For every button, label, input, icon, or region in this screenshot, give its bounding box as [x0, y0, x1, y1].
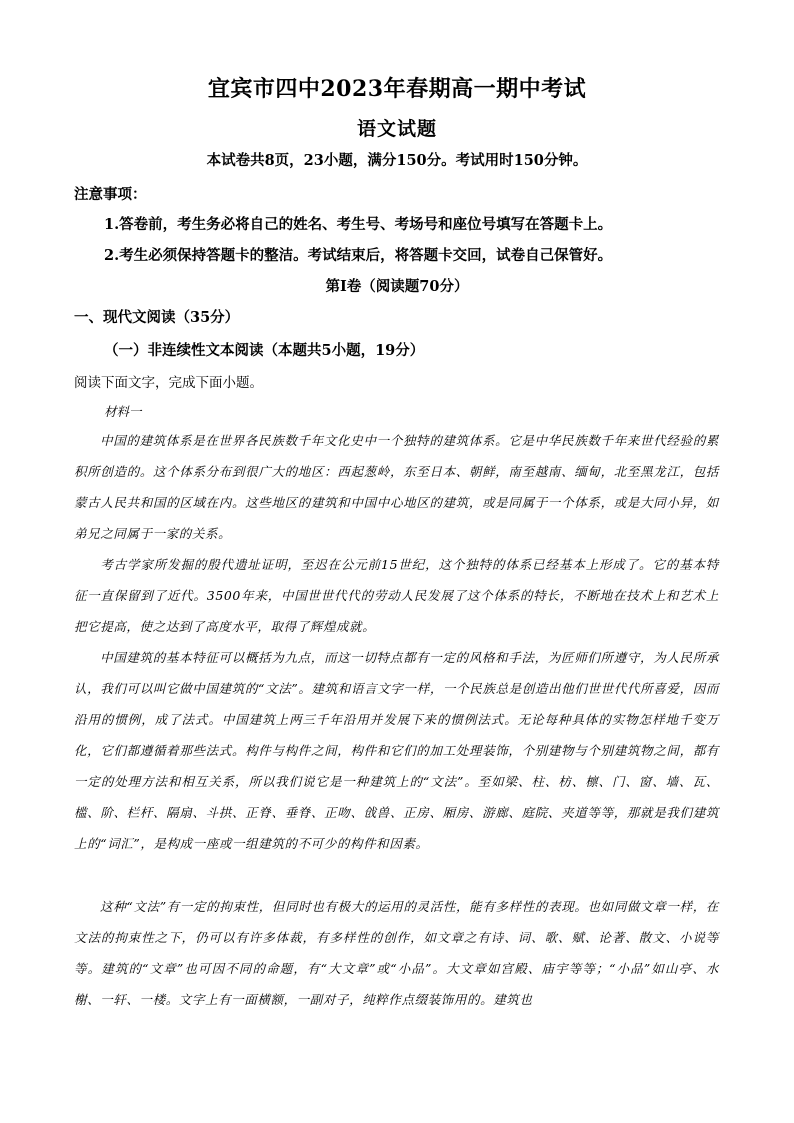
paragraph-text: 中国建筑的基本特征可以概括为九点，而这一切特点都有一定的风格和手法，为匠师们所遵守，为人民所承认，我们可以叫它做中国建筑的“文法”。建筑和语言文字一样，一个民族总是创造出他们世世代代所喜爱，因而沿用的惯例，成了法式。中国建筑上两三千年沿用并发展下来的惯例法式。无论每种具体的实物怎样地千变万化，它们都遵循着那些法式。构件与构件之间，构件和它们的加工处理装饰，个别建物与个别建筑物之间，都有一定的处理方法和相互关系，所以我们说它是一种建筑上的“文法”。至如梁、柱、枋、檩、门、窗、墙、瓦、槛、阶、栏杆、隔扇、斗拱、正脊、垂脊、正吻、戗兽、正房、厢房、游廊、庭院、夹道等等，那就是我们建筑上的“词汇”，是构成一座或一组建筑的不可少的构件和因素。: [74, 650, 719, 851]
paragraph-text: 考古学家所发掘的殷代遗址证明，至迟在公元前15世纪，这个独特的体系已经基本上形成了。它的基本特征一直保留到了近代。3500年来，中国世世代代的劳动人民发展了这个体系的特长，不断地在技术上和艺术上把它提高，使之达到了高度水平，取得了辉煌成就。: [74, 557, 719, 634]
subject-title: 语文试题: [356, 118, 437, 140]
notice-heading: 注意事项：: [74, 186, 147, 203]
passage-paragraph: [74, 549, 719, 642]
notice-item: 1.答卷前，考生务必将自己的姓名、考生号、考场号和座位号填写在答题卡上。: [104, 216, 613, 233]
passage-paragraph: [74, 425, 719, 549]
volume-title: 第Ⅰ卷（阅读题70分）: [325, 278, 469, 295]
exam-info: 本试卷共8页，23小题，满分150分。考试用时150分钟。: [206, 152, 588, 169]
section-title: 一、现代文阅读（35分）: [74, 309, 240, 326]
subsection-title: （一）非连续性文本阅读（本题共5小题，19分）: [104, 342, 425, 359]
exam-title: 宜宾市四中2023年春期高一期中考试: [207, 76, 587, 102]
passage-paragraph: [74, 642, 719, 859]
reading-instruction: 阅读下面文字，完成下面小题。: [74, 375, 263, 391]
passage-paragraph: [74, 891, 719, 1015]
paragraph-text: 中国的建筑体系是在世界各民族数千年文化史中一个独特的建筑体系。它是中华民族数千年来世代经验的累积所创造的。这个体系分布到很广大的地区：西起葱岭，东至日本、朝鲜，南至越南、缅甸，北至黑龙江，包括蒙古人民共和国的区域在内。这些地区的建筑和中国中心地区的建筑，或是同属于一个体系，或是大同小异，如弟兄之同属于一家的关系。: [74, 433, 719, 541]
paragraph-text: 这种“文法”有一定的拘束性，但同时也有极大的运用的灵活性，能有多样性的表现。也如同做文章一样，在文法的拘束性之下，仍可以有许多体裁，有多样性的创作，如文章之有诗、词、歌、赋、论著、散文、小说等等。建筑的“文章”也可因不同的命题，有“大文章”或“小品”。大文章如宫殿、庙宇等等；“小品”如山亭、水榭、一轩、一楼。文字上有一面横额，一副对子，纯粹作点缀装饰用的。建筑也: [74, 899, 719, 1007]
material-label: 材料一: [104, 404, 142, 419]
notice-item: 2.考生必须保持答题卡的整洁。考试结束后，将答题卡交回，试卷自己保管好。: [104, 247, 613, 264]
